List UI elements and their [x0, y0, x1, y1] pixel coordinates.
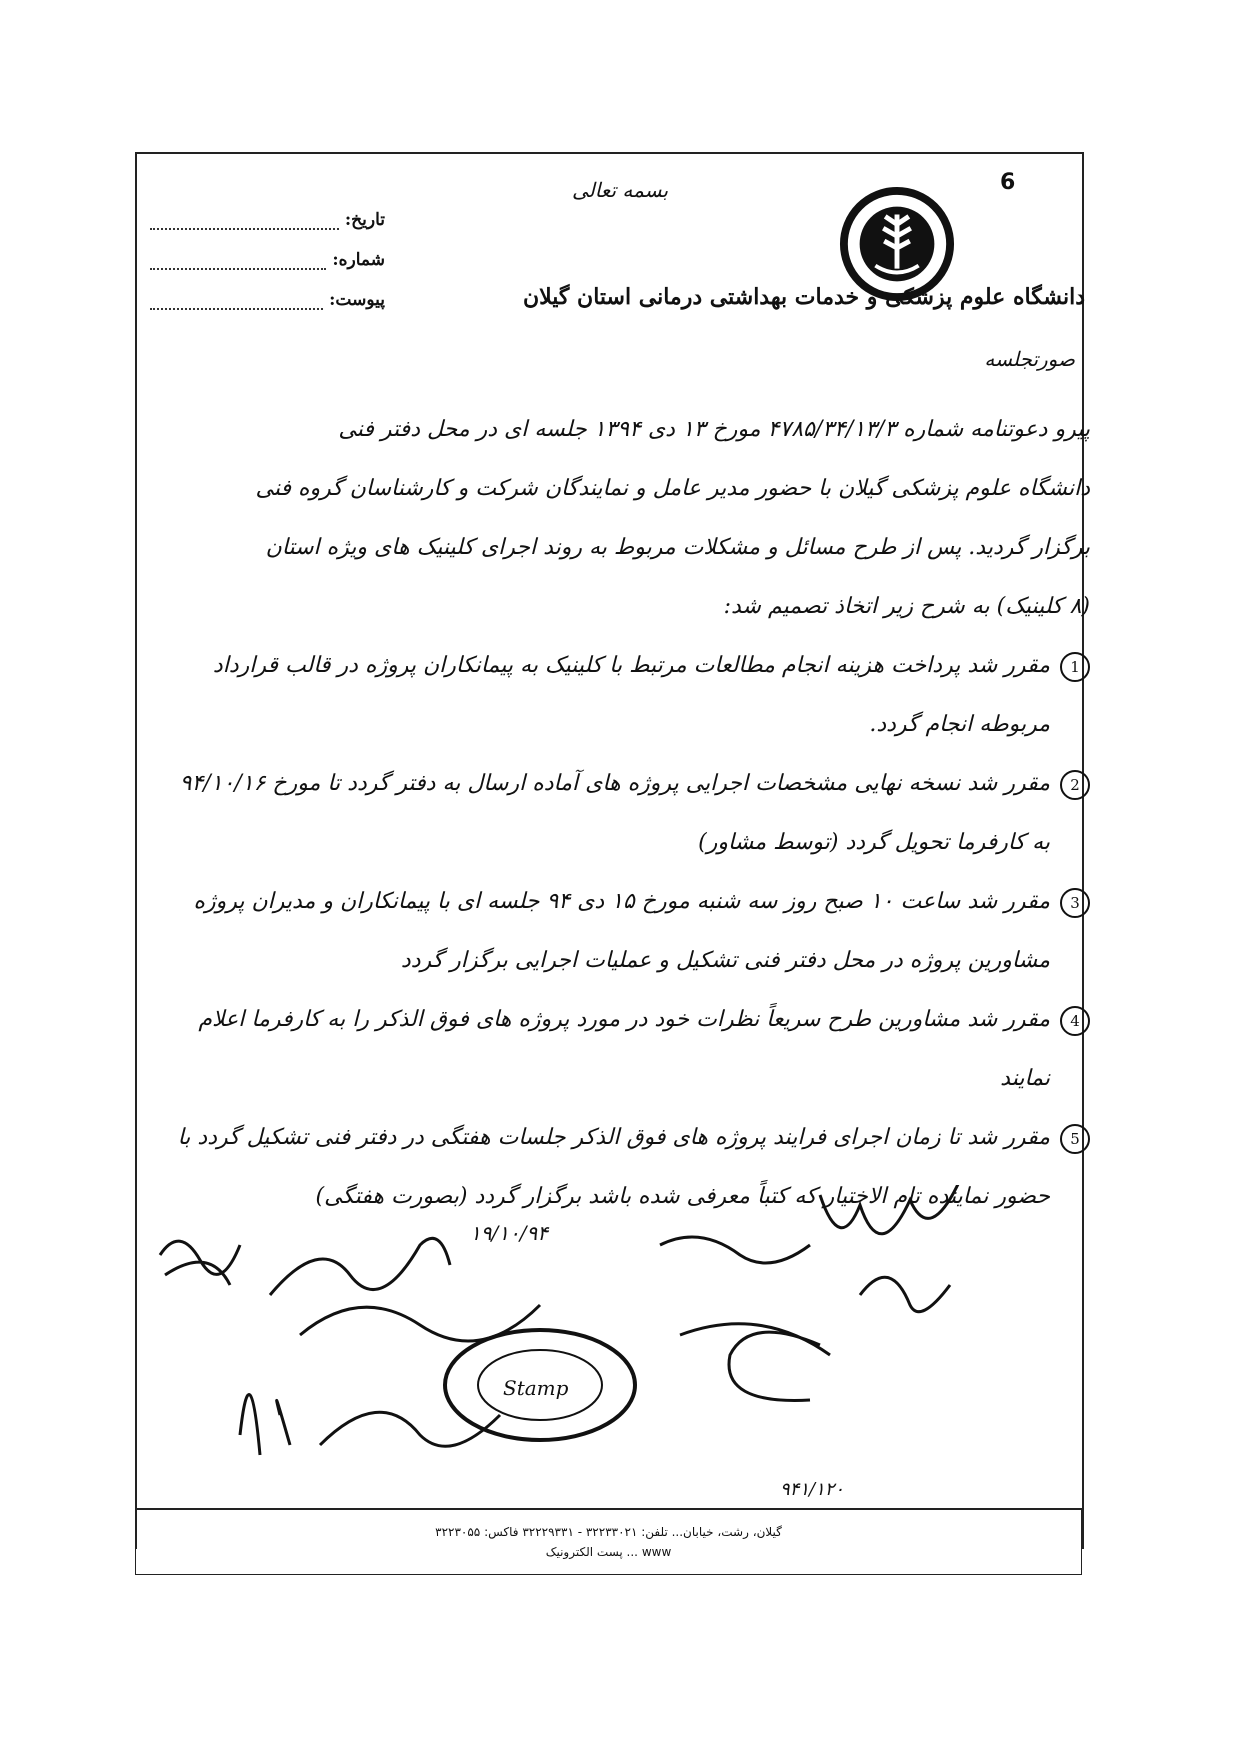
footer-address-box [135, 1508, 1082, 1575]
item-number: 4 [1060, 1006, 1090, 1036]
meta-attachment [150, 270, 385, 310]
footer-website: www ... پست الکترونیک [545, 1545, 672, 1559]
meta-number-label: شماره: [332, 250, 385, 270]
document-title: صورتجلسه [984, 347, 1075, 371]
signature-scribble [660, 1237, 810, 1263]
item-number: 2 [1060, 770, 1090, 800]
signature-date: ۱۹/۱۰/۹۴ [470, 1221, 548, 1245]
resolution-item [170, 636, 1090, 754]
item-text: مقرر شد مشاورین طرح سریعاً نظرات خود در مورد پروژه های فوق الذکر را به کارفرما اعلام نمایند [198, 1007, 1050, 1091]
corner-mark: 6 [1000, 170, 1016, 195]
item-text: مقرر شد نسخه نهایی مشخصات اجرایی پروژه های آماده ارسال به دفتر گردد تا مورخ ۹۴/۱۰/۱۶ به کارفرما تحویل گردد (توسط مشاور) [179, 771, 1050, 855]
intro-line: (۸ کلینیک) به شرح زیر اتخاذ تصمیم شد: [723, 594, 1090, 619]
signature-scribble [860, 1277, 950, 1311]
intro-line: دانشگاه علوم پزشکی گیلان با حضور مدیر عامل و نمایندگان شرکت و کارشناسان گروه فنی [255, 476, 1090, 501]
item-number: 3 [1060, 888, 1090, 918]
item-number: 5 [1060, 1124, 1090, 1154]
meta-number [150, 230, 385, 270]
meta-date-label: تاریخ: [344, 210, 385, 230]
item-text: مقرر شد پرداخت هزینه انجام مطالعات مرتبط با کلینیک به پیمانکاران پروژه در قالب قرارداد مربوطه انجام گردد. [212, 653, 1050, 737]
letter-meta [150, 190, 385, 310]
signature-reference: ۹۴۱/۱۲۰ [780, 1479, 845, 1500]
item-text: مقرر شد ساعت ۱۰ صبح روز سه شنبه مورخ ۱۵ دی ۹۴ جلسه ای با پیمانکاران و مدیران پروژه مشاورین پروژه در محل دفتر فنی تشکیل و عملیات اجرایی برگزار گردد [193, 889, 1050, 973]
intro-line: برگزار گردید. پس از طرح مسائل و مشکلات مربوط به روند اجرای کلینیک های ویژه استان [265, 535, 1090, 560]
meta-attachment-line [150, 290, 323, 310]
signatures-area [120, 1185, 1080, 1500]
meta-number-line [150, 250, 326, 270]
intro-line: پیرو دعوتنامه شماره ۴۷۸۵/۳۴/۱۳/۳ مورخ ۱۳ دی ۱۳۹۴ جلسه ای در محل دفتر فنی [338, 417, 1090, 442]
meta-date [150, 190, 385, 230]
minutes-body [170, 400, 1090, 1226]
meta-date-line [150, 210, 339, 230]
signature-scribble [240, 1395, 290, 1456]
resolution-item [170, 990, 1090, 1108]
bismillah-heading: بسمه تعالی [571, 178, 669, 202]
resolution-item [170, 872, 1090, 990]
seal-text: Stamp [503, 1376, 569, 1400]
item-number: 1 [1060, 652, 1090, 682]
signature-scribble [320, 1412, 500, 1446]
signature-circle [729, 1332, 820, 1400]
signature-scribble [820, 1185, 960, 1234]
signature-scribble [160, 1241, 240, 1285]
resolution-item [170, 754, 1090, 872]
item-text: مقرر شد تا زمان اجرای فرایند پروژه های فوق الذکر جلسات هفتگی در دفتر فنی تشکیل گردد با حضور نماینده تام الاختیار که کتباً معرفی شده باشد برگزار گردد (بصورت هفتگی) [177, 1125, 1050, 1209]
footer-address: گیلان، رشت، خیابان... تلفن: ۳۲۲۳۳۰۲۱ - ۳۲۲۲۹۳۳۱ فاکس: ۳۲۲۳۰۵۵ [435, 1525, 782, 1539]
signature-scribble [270, 1238, 450, 1295]
university-name: دانشگاه علوم پزشکی و خدمات بهداشتی درمانی استان گیلان [523, 284, 1085, 310]
meta-attachment-label: پیوست: [329, 290, 385, 310]
